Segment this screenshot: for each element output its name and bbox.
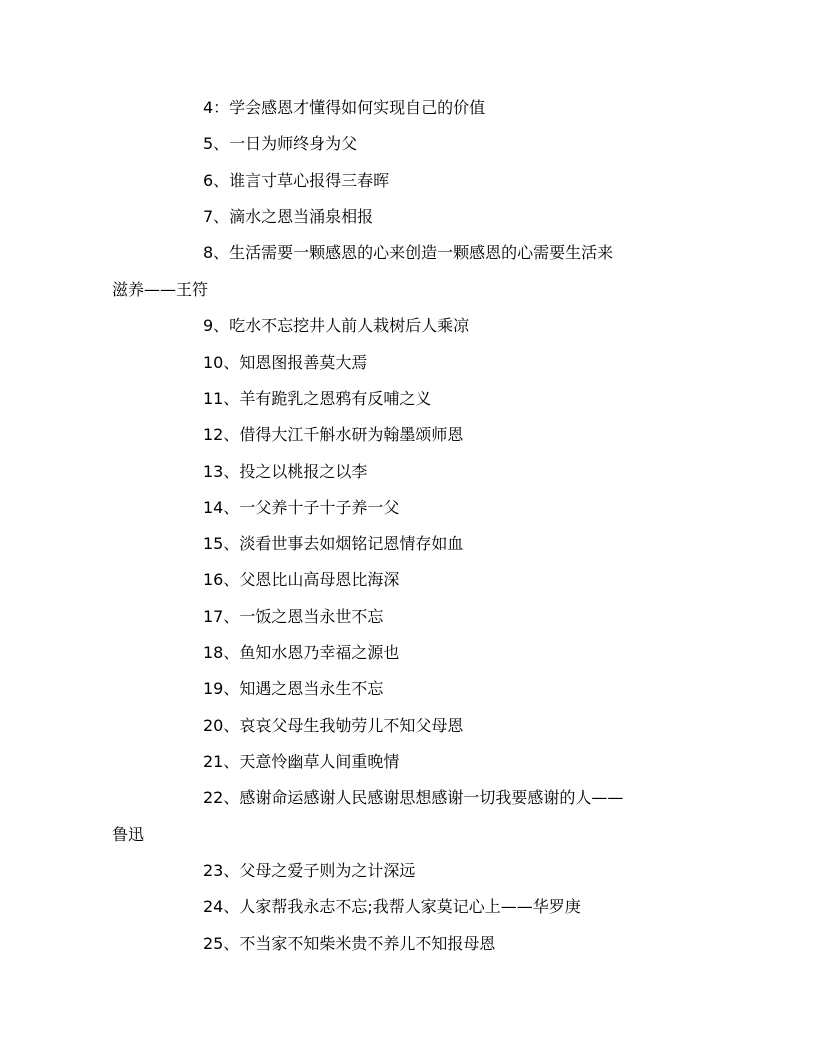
text-line-9: 9、吃水不忘挖井人前人栽树后人乘凉	[203, 316, 470, 335]
text-line-16: 16、父恩比山高母恩比海深	[203, 570, 400, 589]
text-line-8: 8、生活需要一颗感恩的心来创造一颗感恩的心需要生活来	[203, 243, 614, 262]
text-line-12: 12、借得大江千斛水研为翰墨颂师恩	[203, 425, 464, 444]
text-line-6: 6、谁言寸草心报得三春晖	[203, 171, 390, 190]
text-line-11: 11、羊有跪乳之恩鸦有反哺之义	[203, 389, 432, 408]
text-line-25: 25、不当家不知柴米贵不养儿不知报母恩	[203, 934, 496, 953]
text-line-14: 14、一父养十子十子养一父	[203, 498, 400, 517]
text-line-18: 18、鱼知水恩乃幸福之源也	[203, 643, 400, 662]
text-line-21: 21、天意怜幽草人间重晚情	[203, 752, 400, 771]
text-line-10: 10、知恩图报善莫大焉	[203, 353, 368, 372]
text-line-24: 24、人家帮我永志不忘;我帮人家莫记心上——华罗庚	[203, 897, 581, 916]
text-line-19: 19、知遇之恩当永生不忘	[203, 679, 384, 698]
text-line-7: 7、滴水之恩当涌泉相报	[203, 207, 374, 226]
text-line-23: 23、父母之爱子则为之计深远	[203, 861, 416, 880]
text-line-8-cont: 滋养——王符	[112, 280, 209, 299]
text-line-13: 13、投之以桃报之以李	[203, 462, 368, 481]
text-line-15: 15、淡看世事去如烟铭记恩情存如血	[203, 534, 464, 553]
text-line-5: 5、一日为师终身为父	[203, 134, 358, 153]
text-line-4: 4：学会感恩才懂得如何实现自己的价值	[203, 98, 486, 117]
text-line-17: 17、一饭之恩当永世不忘	[203, 607, 384, 626]
text-line-22: 22、感谢命运感谢人民感谢思想感谢一切我要感谢的人——	[203, 788, 624, 807]
text-line-22-cont: 鲁迅	[112, 825, 145, 844]
text-line-20: 20、哀哀父母生我劬劳儿不知父母恩	[203, 716, 464, 735]
